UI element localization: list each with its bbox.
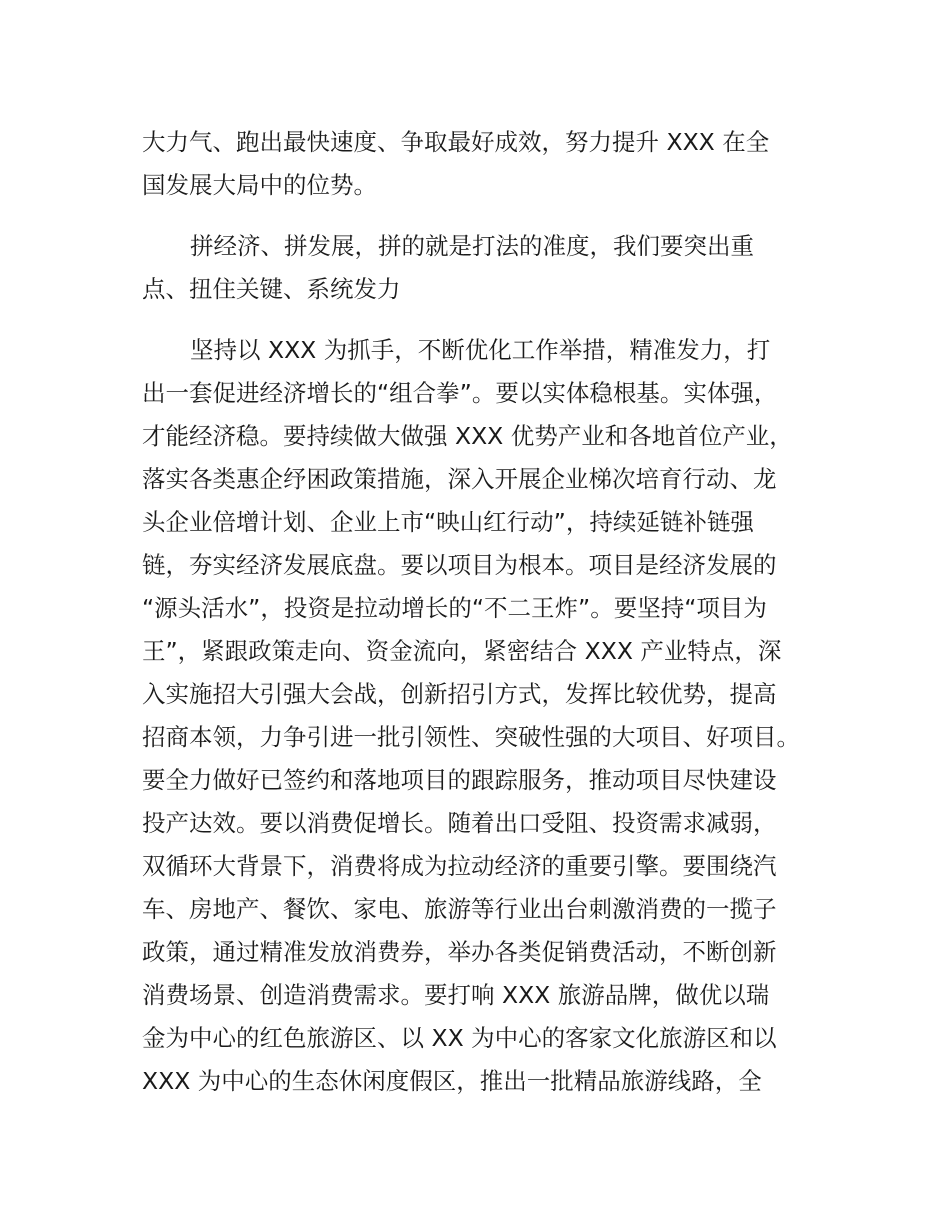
text-line: 投产达效。要以消费促增长。随着出口受阻、投资需求减弱，: [142, 809, 777, 837]
text-line: 坚持以 XXX 为抓手，不断优化工作举措，精准发力，打: [190, 336, 771, 364]
text-line: 才能经济稳。要持续做大做强 XXX 优势产业和各地首位产业，: [142, 422, 793, 450]
text-line: 落实各类惠企纾困政策措施，深入开展企业梯次培育行动、龙: [142, 465, 777, 493]
text-line: XXX 为中心的生态休闲度假区，推出一批精品旅游线路，全: [142, 1067, 762, 1095]
heading-line: 拼经济、拼发展，拼的就是打法的准度，我们要突出重: [190, 232, 754, 260]
text-line: 头企业倍增计划、企业上市“映山红行动”，持续延链补链强: [142, 508, 754, 536]
text-line: 消费场景、创造消费需求。要打响 XXX 旅游品牌，做优以瑞: [142, 981, 770, 1009]
text-line: 政策，通过精准发放消费券，举办各类促销费活动，不断创新: [142, 938, 777, 966]
text-line: 国发展大局中的位势。: [142, 171, 377, 199]
text-line: 王”，紧跟政策走向、资金流向，紧密结合 XXX 产业特点，深: [142, 637, 782, 665]
text-line: 链，夯实经济发展底盘。要以项目为根本。项目是经济发展的: [142, 551, 777, 579]
text-line: 要全力做好已签约和落地项目的跟踪服务，推动项目尽快建设: [142, 766, 777, 794]
text-line: 大力气、跑出最快速度、争取最好成效，努力提升 XXX 在全: [142, 128, 770, 156]
heading-line: 点、扭住关键、系统发力: [142, 275, 401, 303]
text-line: “源头活水”，投资是拉动增长的“不二王炸”。要坚持“项目为: [142, 594, 767, 622]
text-line: 出一套促进经济增长的“组合拳”。要以实体稳根基。实体强，: [142, 379, 778, 407]
text-line: 金为中心的红色旅游区、以 XX 为中心的客家文化旅游区和以: [142, 1024, 777, 1052]
text-line: 双循环大背景下，消费将成为拉动经济的重要引擎。要围绕汽: [142, 852, 777, 880]
text-line: 入实施招大引强大会战，创新招引方式，发挥比较优势，提高: [142, 680, 777, 708]
text-line: 招商本领，力争引进一批引领性、突破性强的大项目、好项目。: [142, 723, 800, 751]
text-line: 车、房地产、餐饮、家电、旅游等行业出台刺激消费的一揽子: [142, 895, 777, 923]
